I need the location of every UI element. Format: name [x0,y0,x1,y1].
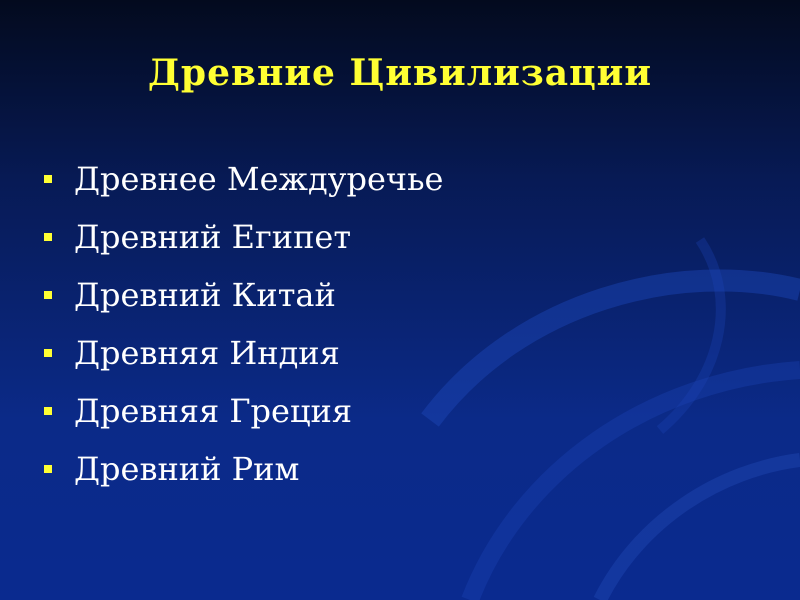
list-item-label: Древний Рим [74,450,300,488]
slide-title: Древние Цивилизации [147,52,653,94]
list-item-label: Древняя Индия [74,334,340,372]
square-bullet-icon [44,233,52,241]
list-item [44,150,443,208]
list-item-label: Древний Китай [74,276,336,314]
square-bullet-icon [44,175,52,183]
list-item [44,324,443,382]
square-bullet-icon [44,465,52,473]
list-item-label: Древнее Междуречье [74,160,444,198]
list-item [44,440,443,498]
list-item-label: Древняя Греция [74,392,353,430]
list-item [44,382,443,440]
square-bullet-icon [44,349,52,357]
list-item [44,266,443,324]
square-bullet-icon [44,407,52,415]
list-item [44,208,443,266]
civilization-list [44,150,443,498]
list-item-label: Древний Египет [74,218,352,256]
square-bullet-icon [44,291,52,299]
